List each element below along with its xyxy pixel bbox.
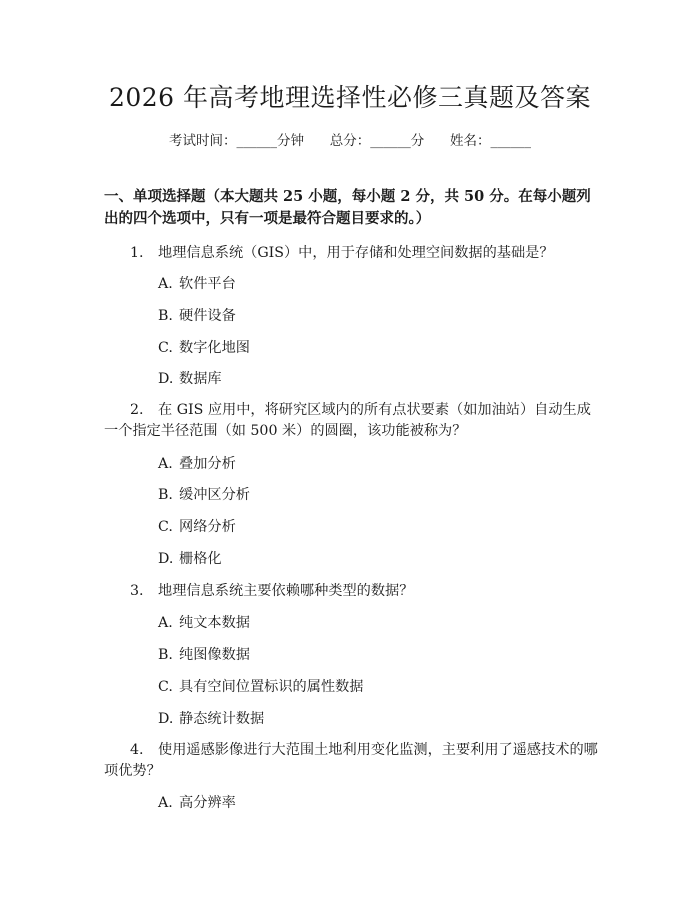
option-text: 叠加分析: [179, 456, 236, 472]
option-text: 高分辨率: [179, 795, 236, 811]
question-2: [104, 400, 604, 442]
option-1d: [158, 369, 222, 390]
section-heading: 一、单项选择题（本大题共 25 小题，每小题 2 分，共 50 分。在每小题列出的四个选项中，只有一项是最符合题目要求的。）: [104, 188, 591, 227]
option-letter: D.: [158, 711, 174, 727]
option-3c: [158, 677, 363, 698]
question-text: 使用遥感影像进行大范围土地利用变化监测，主要利用了遥感技术的哪项优势？: [104, 742, 598, 779]
option-letter: C.: [158, 340, 173, 356]
option-1a: [158, 274, 236, 295]
option-text: 静态统计数据: [179, 711, 265, 727]
option-text: 纯图像数据: [179, 647, 250, 663]
question-number: 4.: [130, 742, 144, 758]
option-letter: B.: [158, 308, 173, 324]
option-text: 网络分析: [179, 519, 236, 535]
option-letter: A.: [158, 795, 173, 811]
option-letter: A.: [158, 615, 173, 631]
option-letter: C.: [158, 679, 173, 695]
option-text: 纯文本数据: [179, 615, 250, 631]
option-3b: [158, 645, 250, 666]
question-4: [104, 740, 604, 782]
option-letter: A.: [158, 276, 173, 292]
option-2c: [158, 517, 236, 538]
question-text: 地理信息系统（GIS）中，用于存储和处理空间数据的基础是？: [158, 245, 554, 261]
exam-meta-line: 考试时间：______分钟 总分：______分 姓名：______: [169, 133, 531, 149]
question-3: [104, 581, 604, 602]
option-letter: C.: [158, 519, 173, 535]
option-text: 栅格化: [179, 551, 222, 567]
question-number: 3.: [130, 583, 144, 599]
option-text: 数据库: [179, 371, 222, 387]
option-2b: [158, 485, 250, 506]
question-number: 2.: [130, 402, 144, 418]
page-title: 2026 年高考地理选择性必修三真题及答案: [108, 83, 592, 112]
question-1: [104, 243, 604, 264]
option-1b: [158, 306, 236, 327]
option-text: 硬件设备: [179, 308, 236, 324]
question-number: 1.: [130, 245, 144, 261]
option-text: 缓冲区分析: [179, 487, 250, 503]
option-letter: D.: [158, 371, 174, 387]
option-3d: [158, 709, 264, 730]
question-text: 在 GIS 应用中，将研究区域内的所有点状要素（如加油站）自动生成一个指定半径范围（如 500 米）的圆圈，该功能被称为？: [104, 402, 591, 439]
option-3a: [158, 613, 250, 634]
option-2d: [158, 549, 222, 570]
option-1c: [158, 338, 250, 359]
option-letter: D.: [158, 551, 174, 567]
option-text: 软件平台: [179, 276, 236, 292]
option-4a: [158, 793, 236, 814]
option-text: 数字化地图: [179, 340, 250, 356]
option-letter: B.: [158, 647, 173, 663]
option-letter: B.: [158, 487, 173, 503]
question-text: 地理信息系统主要依赖哪种类型的数据？: [158, 583, 414, 599]
option-letter: A.: [158, 456, 173, 472]
option-2a: [158, 454, 236, 475]
option-text: 具有空间位置标识的属性数据: [179, 679, 364, 695]
